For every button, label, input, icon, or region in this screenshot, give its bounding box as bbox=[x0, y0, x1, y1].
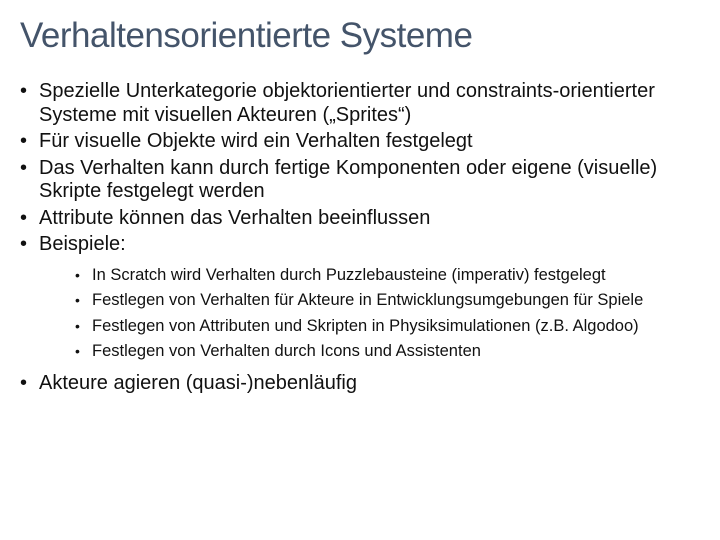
bullet-dot-icon: • bbox=[20, 156, 28, 179]
bullet-item bbox=[20, 130, 710, 154]
bullet-item bbox=[20, 233, 710, 362]
bullet-dot-icon: • bbox=[20, 233, 28, 255]
sub-bullet-text: Festlegen von Verhalten für Akteure in Entwicklungsumgebungen für Spiele bbox=[92, 291, 644, 309]
bullet-dot-icon: • bbox=[20, 80, 28, 102]
bullet-text: Für visuelle Objekte wird ein Verhalten festgelegt bbox=[39, 130, 473, 152]
bullet-text: Spezielle Unterkategorie objektorientierter und constraints-orientierter Systeme mit visuellen Akteuren („Sprites“) bbox=[39, 80, 655, 126]
bullet-item bbox=[20, 372, 710, 396]
bullet-dot-icon: • bbox=[20, 371, 28, 394]
sub-bullet-dot-icon: • bbox=[75, 343, 80, 359]
bullet-text: Das Verhalten kann durch fertige Komponenten oder eigene (visuelle) Skripte festgelegt werden bbox=[39, 156, 658, 202]
sub-bullet-item bbox=[75, 342, 705, 362]
sub-bullet-list bbox=[75, 266, 705, 362]
slide-title: Verhaltensorientierte Systeme bbox=[20, 16, 473, 55]
bullet-text: Akteure agieren (quasi-)nebenläufig bbox=[39, 371, 357, 394]
bullet-text: Attribute können das Verhalten beeinflussen bbox=[39, 206, 431, 229]
bullet-list bbox=[20, 80, 710, 398]
sub-bullet-item bbox=[75, 317, 705, 337]
sub-bullet-dot-icon: • bbox=[75, 292, 80, 308]
sub-bullet-text: In Scratch wird Verhalten durch Puzzlebausteine (imperativ) festgelegt bbox=[92, 265, 606, 284]
bullet-item bbox=[20, 157, 710, 204]
bullet-text: Beispiele: bbox=[39, 233, 126, 255]
bullet-item bbox=[20, 207, 710, 231]
sub-bullet-item bbox=[75, 291, 705, 311]
sub-bullet-text: Festlegen von Attributen und Skripten in Physiksimulationen (z.B. Algodoo) bbox=[92, 316, 639, 335]
bullet-dot-icon: • bbox=[20, 130, 28, 152]
bullet-item bbox=[20, 80, 710, 127]
sub-bullet-dot-icon: • bbox=[75, 317, 80, 334]
sub-bullet-text: Festlegen von Verhalten durch Icons und Assistenten bbox=[92, 342, 481, 360]
sub-bullet-dot-icon: • bbox=[75, 266, 80, 283]
sub-bullet-item bbox=[75, 266, 705, 286]
bullet-dot-icon: • bbox=[20, 206, 28, 229]
